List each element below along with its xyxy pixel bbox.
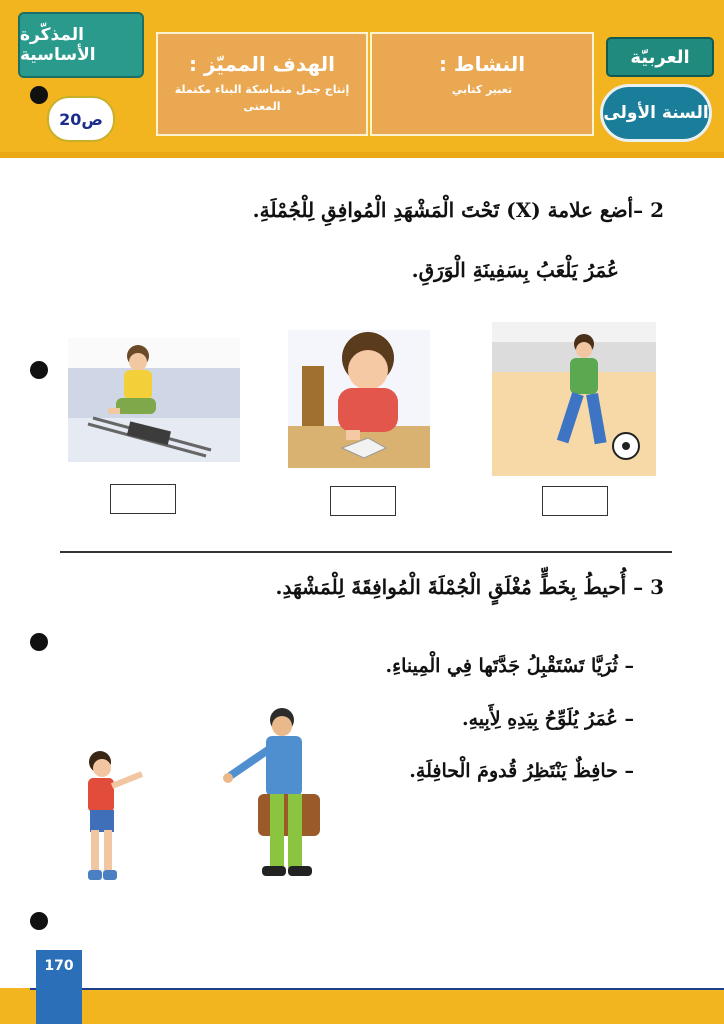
page-number: 170 bbox=[36, 950, 82, 1024]
answer-box-3[interactable] bbox=[542, 486, 608, 516]
activity-text: تعبير كتابي bbox=[451, 83, 513, 96]
scene-football-image bbox=[492, 322, 656, 476]
exercise3-instruction: 3 – أُحيطُ بِخَطٍّ مُغْلَقٍ الْجُمْلَةَ الْمُوافِقَةَ لِلْمَشْهَدِ. bbox=[275, 575, 664, 599]
binder-hole bbox=[30, 912, 48, 930]
binder-hole bbox=[30, 361, 48, 379]
activity-panel bbox=[370, 32, 594, 136]
footer-line bbox=[30, 988, 724, 990]
answer-box-2[interactable] bbox=[330, 486, 396, 516]
option-1[interactable]: – ثُرَيَّا تَسْتَقْبِلُ جَدَّتَها فِي الْمِيناءِ. bbox=[385, 655, 634, 677]
binder-hole bbox=[30, 86, 48, 104]
goal-panel bbox=[156, 32, 368, 136]
grade-chip: السنة الأولى bbox=[600, 84, 712, 142]
exercise2-instruction: 2 –أضع علامة (X) تَحْتَ الْمَشْهَدِ الْمُوافِقِ لِلْجُمْلَةِ. bbox=[252, 198, 664, 222]
goal-title: الهدف المميّز : bbox=[188, 52, 336, 76]
header-strip bbox=[0, 152, 724, 158]
scene-paper-boat-image bbox=[288, 330, 430, 468]
page-badge-label: ص20 bbox=[59, 109, 103, 129]
answer-box-1[interactable] bbox=[110, 484, 176, 514]
option-3[interactable]: – حافِظٌ يَنْتَظِرُ قُدومَ الْحافِلَةِ. bbox=[409, 760, 634, 782]
scene-toy-train-image bbox=[68, 338, 240, 462]
subject-chip: العربيّة bbox=[606, 37, 714, 77]
page-badge bbox=[47, 96, 115, 142]
goal-text: إنتاج جمل متماسكة البناء مكتملة المعنى bbox=[174, 83, 350, 113]
book-title: المذكّرة الأساسية bbox=[18, 12, 144, 78]
footer-band bbox=[0, 988, 724, 1024]
activity-title: النشاط : bbox=[438, 52, 526, 76]
binder-hole bbox=[30, 633, 48, 651]
option-2[interactable]: – عُمَرُ يُلَوِّحُ بِيَدِهِ لِأَبِيهِ. bbox=[461, 708, 634, 730]
scene-waving-image bbox=[78, 700, 334, 896]
section-divider bbox=[60, 551, 672, 553]
exercise2-sentence: عُمَرُ يَلْعَبُ بِسَفِينَةِ الْوَرَقِ. bbox=[411, 258, 619, 282]
